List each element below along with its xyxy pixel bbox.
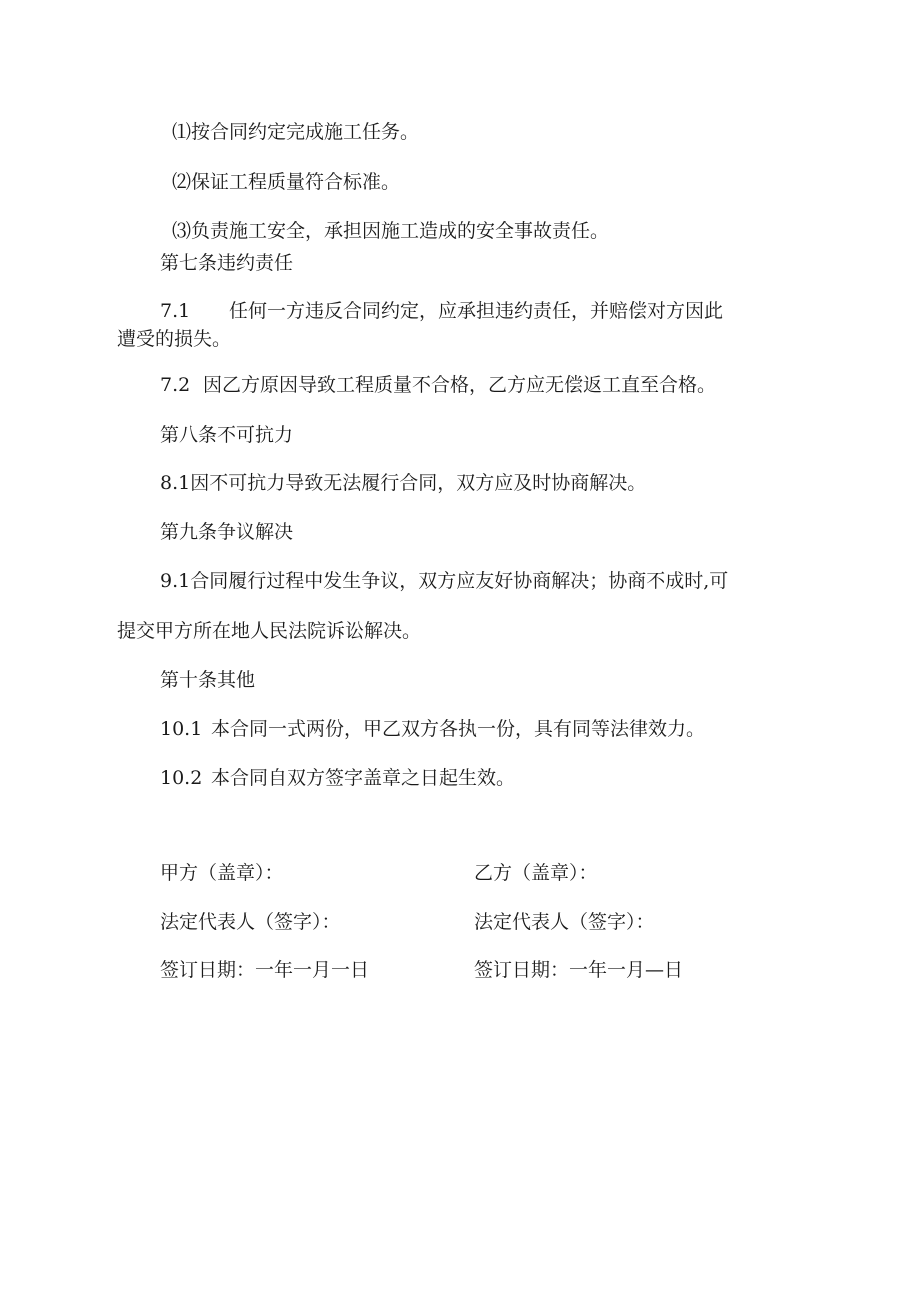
clause-7-1-number: 7.1: [160, 300, 191, 322]
clause-10-2-text: 本合同自双方签字盖章之日起生效。: [211, 767, 516, 789]
party-a-sign-date: 签订日期：一年一月一日: [160, 959, 370, 981]
clause-8-1: 8.1因不可抗力导致无法履行合同，双方应及时协商解决。: [160, 472, 647, 494]
party-b-seal: 乙方（盖章）：: [474, 862, 598, 884]
clause-7-2-number: 7.2: [160, 374, 191, 396]
party-a-seal: 甲方（盖章）：: [160, 862, 284, 884]
clause-10-1-text: 本合同一式两份，甲乙双方各执一份，具有同等法律效力。: [211, 718, 706, 740]
clause-10-2-number: 10.2: [160, 767, 203, 789]
clause-9-1-continued: 提交甲方所在地人民法院诉讼解决。: [117, 620, 422, 642]
party-a-representative: 法定代表人（签字）：: [160, 911, 341, 933]
article-7-title: 第七条违约责任: [160, 252, 294, 274]
article-9-title: 第九条争议解决: [160, 521, 294, 543]
clause-9-1: 9.1合同履行过程中发生争议，双方应友好协商解决；协商不成时,可: [160, 570, 729, 592]
duty-item-3: ⑶负责施工安全，承担因施工造成的安全事故责任。: [172, 220, 610, 242]
duty-item-1: ⑴按合同约定完成施工任务。: [172, 121, 420, 143]
clause-7-1-text-continued: 遭受的损失。: [117, 328, 232, 350]
clause-7-2-text: 因乙方原因导致工程质量不合格，乙方应无偿返工直至合格。: [203, 374, 717, 396]
article-10-title: 第十条其他: [160, 669, 256, 691]
party-b-representative: 法定代表人（签字）：: [474, 911, 655, 933]
clause-10-1-number: 10.1: [160, 718, 203, 740]
article-8-title: 第八条不可抗力: [160, 424, 294, 446]
clause-7-1-text: 任何一方违反合同约定，应承担违约责任，并赔偿对方因此: [229, 300, 724, 322]
duty-item-2: ⑵保证工程质量符合标准。: [172, 171, 401, 193]
party-b-sign-date: 签订日期：一年一月—日: [474, 959, 684, 981]
